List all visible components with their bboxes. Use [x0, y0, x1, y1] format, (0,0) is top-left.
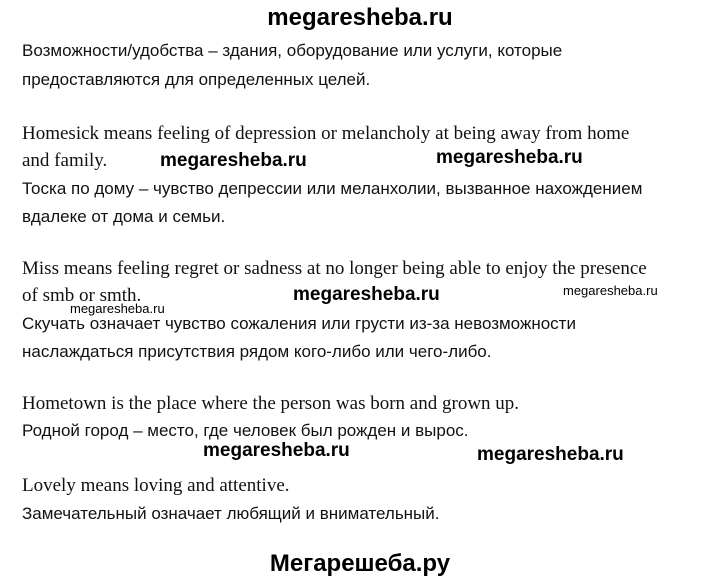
watermark: megaresheba.ru	[477, 444, 624, 465]
text-line: Скучать означает чувство сожаления или грусти из-за невозможности	[22, 314, 576, 333]
watermark: megaresheba.ru	[563, 283, 658, 298]
watermark: megaresheba.ru	[293, 284, 440, 305]
text-line: Homesick means feeling of depression or melancholy at being away from home	[22, 123, 630, 144]
text-line: Miss means feeling regret or sadness at no longer being able to enjoy the presence	[22, 258, 647, 279]
text-line: and family.	[22, 150, 108, 171]
site-header: megaresheba.ru	[267, 4, 453, 31]
site-footer: Мегарешеба.ру	[269, 550, 451, 577]
watermark: megaresheba.ru	[203, 440, 350, 461]
text-line: Lovely means loving and attentive.	[22, 475, 290, 496]
text-line: Hometown is the place where the person was born and grown up.	[22, 393, 520, 414]
text-line: Родной город – место, где человек был рожден и вырос.	[22, 421, 469, 440]
text-line: of smb or smth.	[22, 285, 142, 306]
text-line: Тоска по дому – чувство депрессии или меланхолии, вызванное нахождением	[22, 179, 643, 198]
text-line: Замечательный означает любящий и внимательный.	[22, 504, 440, 523]
text-line: вдалеке от дома и семьи.	[22, 207, 226, 226]
watermark: megaresheba.ru	[70, 301, 165, 316]
text-line: наслаждаться присутствия рядом кого-либо или чего-либо.	[22, 342, 492, 361]
text-line: Возможности/удобства – здания, оборудование или услуги, которые	[22, 41, 563, 60]
watermark: megaresheba.ru	[436, 147, 583, 168]
watermark: megaresheba.ru	[160, 150, 307, 171]
text-line: предоставляются для определенных целей.	[22, 70, 371, 89]
